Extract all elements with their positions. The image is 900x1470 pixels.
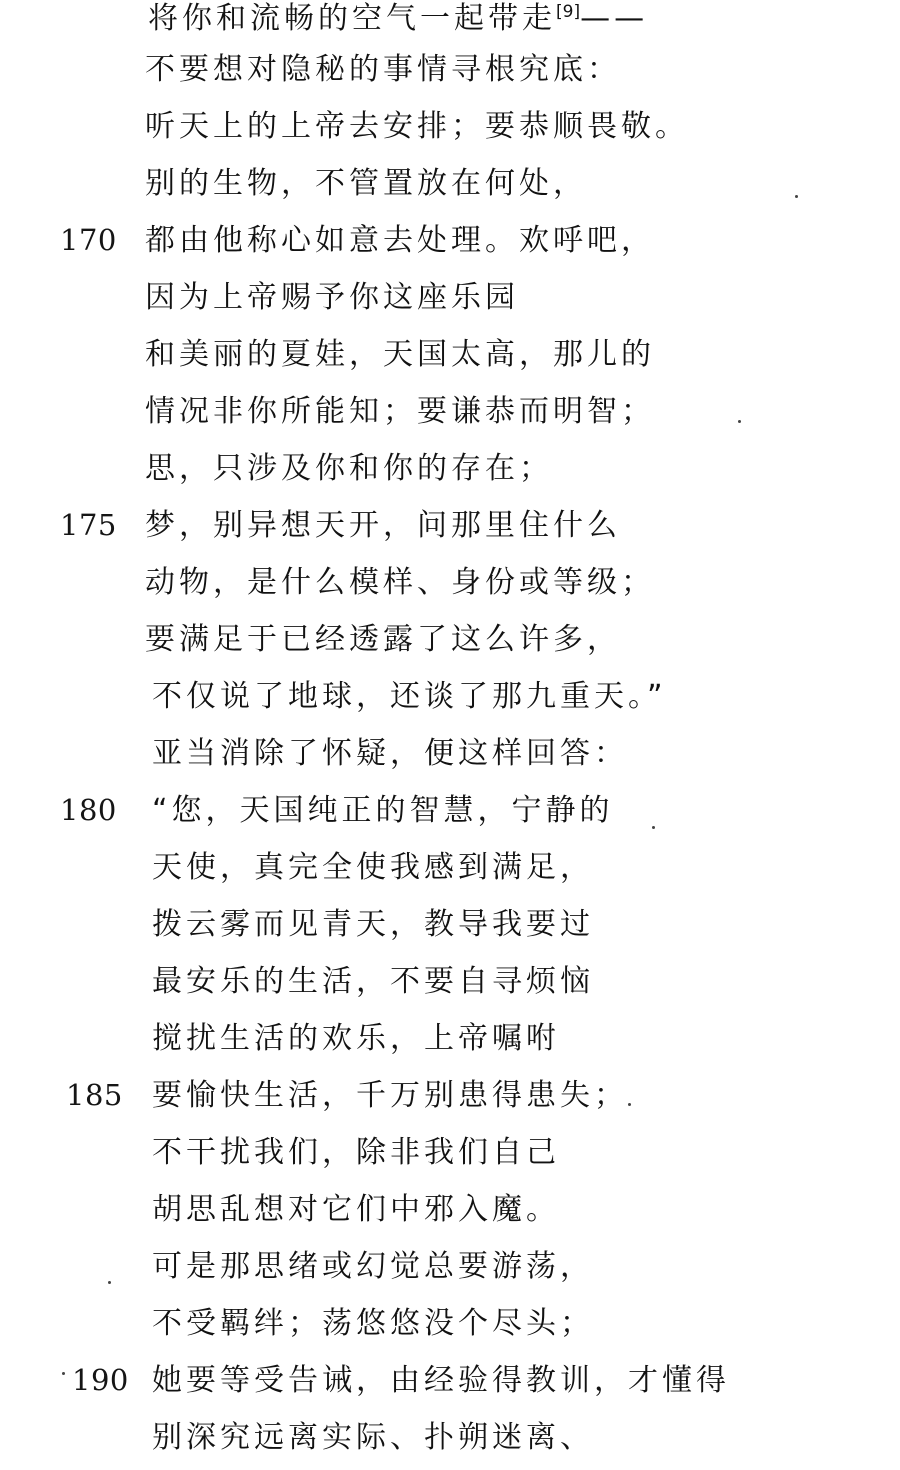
footnote-marker: [9] bbox=[556, 2, 581, 22]
line-number bbox=[60, 668, 135, 725]
poem-line bbox=[0, 269, 900, 326]
line-text: “您，天国纯正的智慧，宁静的 bbox=[152, 793, 614, 828]
line-number bbox=[60, 41, 135, 98]
line-text: 动物，是什么模样、身份或等级； bbox=[145, 565, 655, 600]
line-text: 可是那思绪或幻觉总要游荡， bbox=[152, 1249, 594, 1284]
line-text: 天使，真完全使我感到满足， bbox=[152, 850, 594, 885]
scan-speck bbox=[108, 1281, 111, 1284]
line-number: 190 bbox=[72, 1363, 129, 1397]
line-text: 思，只涉及你和你的存在； bbox=[145, 451, 553, 486]
line-text: 不要想对隐秘的事情寻根究底： bbox=[145, 52, 621, 87]
line-number bbox=[60, 326, 135, 383]
line-text: 她要等受告诫，由经验得教训，才懂得 bbox=[152, 1363, 730, 1398]
poem-line bbox=[0, 611, 900, 668]
poem-line bbox=[0, 1067, 900, 1124]
scan-speck bbox=[62, 1372, 65, 1375]
line-text: 搅扰生活的欢乐，上帝嘱咐 bbox=[152, 1021, 560, 1056]
scan-speck bbox=[652, 826, 655, 829]
poem-line bbox=[0, 953, 900, 1010]
line-number bbox=[60, 155, 135, 212]
line-text: 不受羁绊；荡悠悠没个尽头； bbox=[152, 1306, 594, 1341]
line-number bbox=[60, 1238, 135, 1295]
scan-speck bbox=[628, 1103, 631, 1106]
line-number bbox=[60, 1124, 135, 1181]
line-text: 不干扰我们，除非我们自己 bbox=[152, 1135, 560, 1170]
line-text: 情况非你所能知；要谦恭而明智； bbox=[145, 394, 655, 429]
line-text: 别的生物，不管置放在何处， bbox=[145, 166, 587, 201]
poem-line bbox=[0, 212, 900, 269]
line-number bbox=[60, 554, 135, 611]
poem-line bbox=[0, 839, 900, 896]
line-number bbox=[66, 725, 141, 782]
line-text: 因为上帝赐予你这座乐园 bbox=[145, 280, 519, 315]
poem-line bbox=[0, 896, 900, 953]
scan-speck bbox=[738, 420, 741, 423]
line-number bbox=[60, 383, 135, 440]
poem-line bbox=[0, 383, 900, 440]
line-text: 不仅说了地球，还谈了那九重天。” bbox=[152, 679, 667, 714]
line-number bbox=[60, 611, 135, 668]
line-number bbox=[60, 1295, 135, 1352]
poem-line bbox=[0, 1352, 900, 1409]
line-number bbox=[60, 896, 135, 953]
line-number: 185 bbox=[66, 1078, 123, 1112]
line-number: 170 bbox=[60, 223, 117, 257]
poem-line bbox=[0, 1238, 900, 1295]
line-number bbox=[60, 0, 135, 41]
poem-line bbox=[0, 41, 900, 98]
poem-line bbox=[0, 1010, 900, 1067]
line-text: 最安乐的生活，不要自寻烦恼 bbox=[152, 964, 594, 999]
line-number bbox=[60, 98, 135, 155]
line-text: 别深究远离实际、扑朔迷离、 bbox=[152, 1420, 594, 1455]
line-text: 和美丽的夏娃，天国太高，那儿的 bbox=[145, 337, 655, 372]
poem-line bbox=[0, 497, 900, 554]
line-number: 175 bbox=[60, 508, 117, 542]
poem-line-indented bbox=[0, 725, 900, 782]
poem-line bbox=[0, 1295, 900, 1352]
line-text: 亚当消除了怀疑，便这样回答： bbox=[152, 736, 628, 771]
poem-line bbox=[0, 98, 900, 155]
poem-line bbox=[0, 1409, 900, 1466]
line-number bbox=[60, 1010, 135, 1067]
line-text: 要满足于已经透露了这么许多， bbox=[145, 622, 621, 657]
line-text: 梦，别异想天开，问那里住什么 bbox=[145, 508, 621, 543]
line-text: 要愉快生活，千万别患得患失； bbox=[152, 1078, 628, 1113]
line-number bbox=[60, 1409, 135, 1466]
line-number bbox=[60, 440, 135, 497]
line-text: 胡思乱想对它们中邪入魔。 bbox=[152, 1192, 560, 1227]
poem-line bbox=[0, 0, 900, 41]
line-number: 180 bbox=[60, 793, 117, 827]
poem-line bbox=[0, 554, 900, 611]
line-text-main: 将你和流畅的空气一起带走 bbox=[148, 1, 556, 36]
line-text: 拨云雾而见青天，教导我要过 bbox=[152, 907, 594, 942]
line-text-dash: —— bbox=[580, 1, 649, 36]
poem-line bbox=[0, 1124, 900, 1181]
line-number bbox=[60, 839, 135, 896]
line-text: 听天上的上帝去安排；要恭顺畏敬。 bbox=[145, 109, 689, 144]
line-text bbox=[148, 0, 648, 41]
poem-line bbox=[0, 782, 900, 839]
poem-line bbox=[0, 155, 900, 212]
poem-line bbox=[0, 326, 900, 383]
poem-line bbox=[0, 440, 900, 497]
scan-speck bbox=[795, 195, 798, 198]
line-number bbox=[60, 953, 135, 1010]
line-number bbox=[60, 269, 135, 326]
poem-line bbox=[0, 1181, 900, 1238]
poem-line bbox=[0, 668, 900, 725]
line-number bbox=[60, 1181, 135, 1238]
line-text: 都由他称心如意去处理。欢呼吧， bbox=[145, 223, 655, 258]
